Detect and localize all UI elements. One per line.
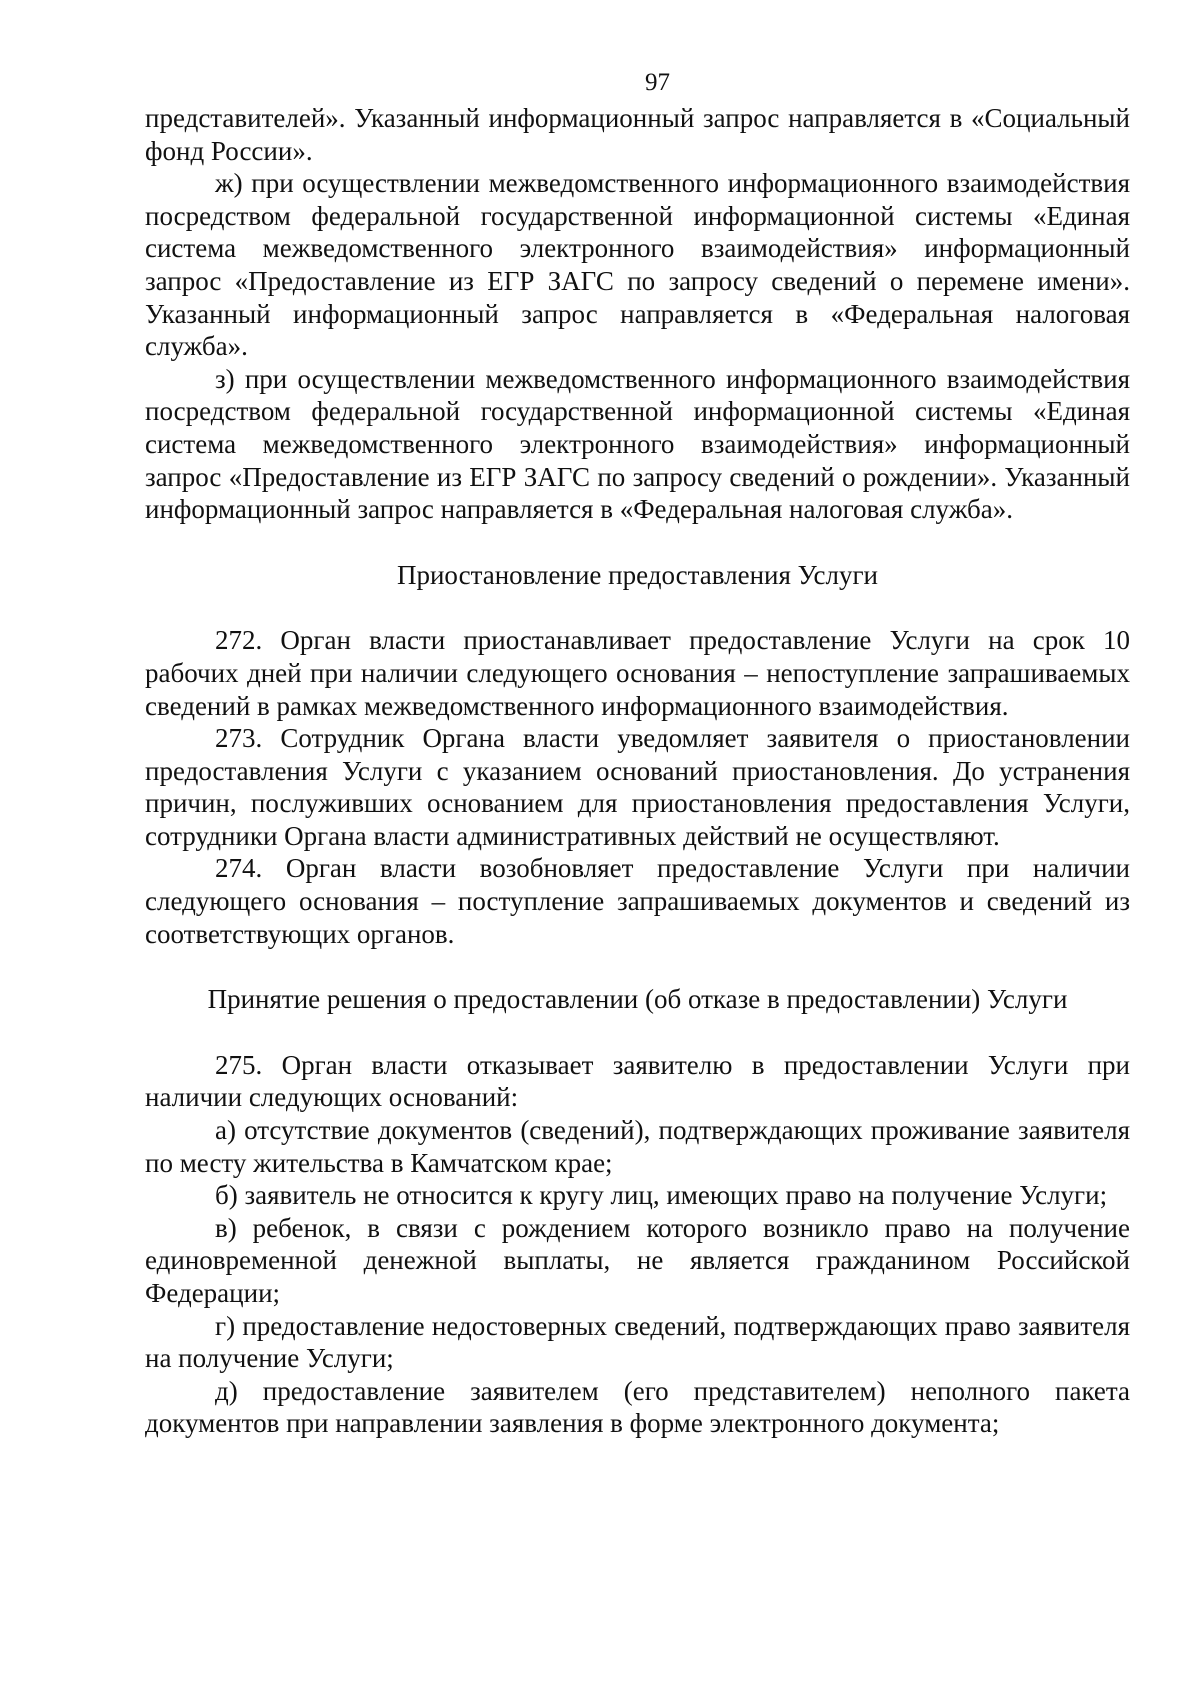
paragraph-item-g: г) предоставление недостоверных сведений, подтверждающих право заявителя на получение Услуги; bbox=[145, 1310, 1130, 1374]
paragraph-item-d: д) предоставление заявителем (его представителем) неполного пакета документов при направлении заявления в форме электронного документа; bbox=[145, 1375, 1130, 1439]
paragraph-item-a: а) отсутствие документов (сведений), подтверждающих проживание заявителя по месту жительства в Камчатском крае; bbox=[145, 1115, 1130, 1178]
section-heading-suspension: Приостановление предоставления Услуги bbox=[396, 559, 878, 590]
paragraph-272: 272. Орган власти приостанавливает предоставление Услуги на срок 10 рабочих дней при наличии следующего основания – непоступление запрашиваемых сведений в рамках межведомственного информационного взаимодействия. bbox=[145, 625, 1130, 721]
section-heading-decision: Принятие решения о предоставлении (об отказе в предоставлении) Услуги bbox=[207, 984, 1068, 1015]
paragraph-275: 275. Орган власти отказывает заявителю в предоставлении Услуги при наличии следующих оснований: bbox=[145, 1049, 1130, 1113]
paragraph-item-z: з) при осуществлении межведомственного информационного взаимодействия посредством федеральной государственной информационной системы «Единая система межведомственного электронного взаимодействия» информационный запрос «Предоставление из ЕГР ЗАГС по запросу сведений о рождении». Указанный информационный запрос направляется в «Федеральная налоговая служба». bbox=[145, 363, 1130, 525]
spacer bbox=[145, 950, 1130, 983]
page-number: 97 bbox=[645, 69, 670, 96]
paragraph-item-b: б) заявитель не относится к кругу лиц, имеющих право на получение Услуги; bbox=[215, 1180, 1108, 1211]
paragraph-item-v: в) ребенок, в связи с рождением которого возникло право на получение единовременной денежной выплаты, не является гражданином Российской Федерации; bbox=[145, 1212, 1130, 1308]
spacer bbox=[145, 1016, 1130, 1049]
paragraph-item-zh: ж) при осуществлении межведомственного информационного взаимодействия посредством федеральной государственной информационной системы «Единая система межведомственного электронного взаимодействия» информационный запрос «Предоставление из ЕГР ЗАГС по запросу сведений о перемене имени». Указанный информационный запрос направляется в «Федеральная налоговая служба». bbox=[145, 168, 1130, 362]
paragraph-continuation: представителей». Указанный информационный запрос направляется в «Социальный фонд России». bbox=[145, 103, 1130, 166]
paragraph-274: 274. Орган власти возобновляет предоставление Услуги при наличии следующего основания – поступление запрашиваемых документов и сведений из соответствующих органов. bbox=[145, 853, 1130, 949]
spacer bbox=[145, 591, 1130, 624]
paragraph-273: 273. Сотрудник Органа власти уведомляет заявителя о приостановлении предоставления Услуги с указанием оснований приостановления. До устранения причин, послуживших основанием для приостановления предоставления Услуги, сотрудники Органа власти административных действий не осуществляют. bbox=[145, 723, 1130, 851]
spacer bbox=[145, 526, 1130, 559]
